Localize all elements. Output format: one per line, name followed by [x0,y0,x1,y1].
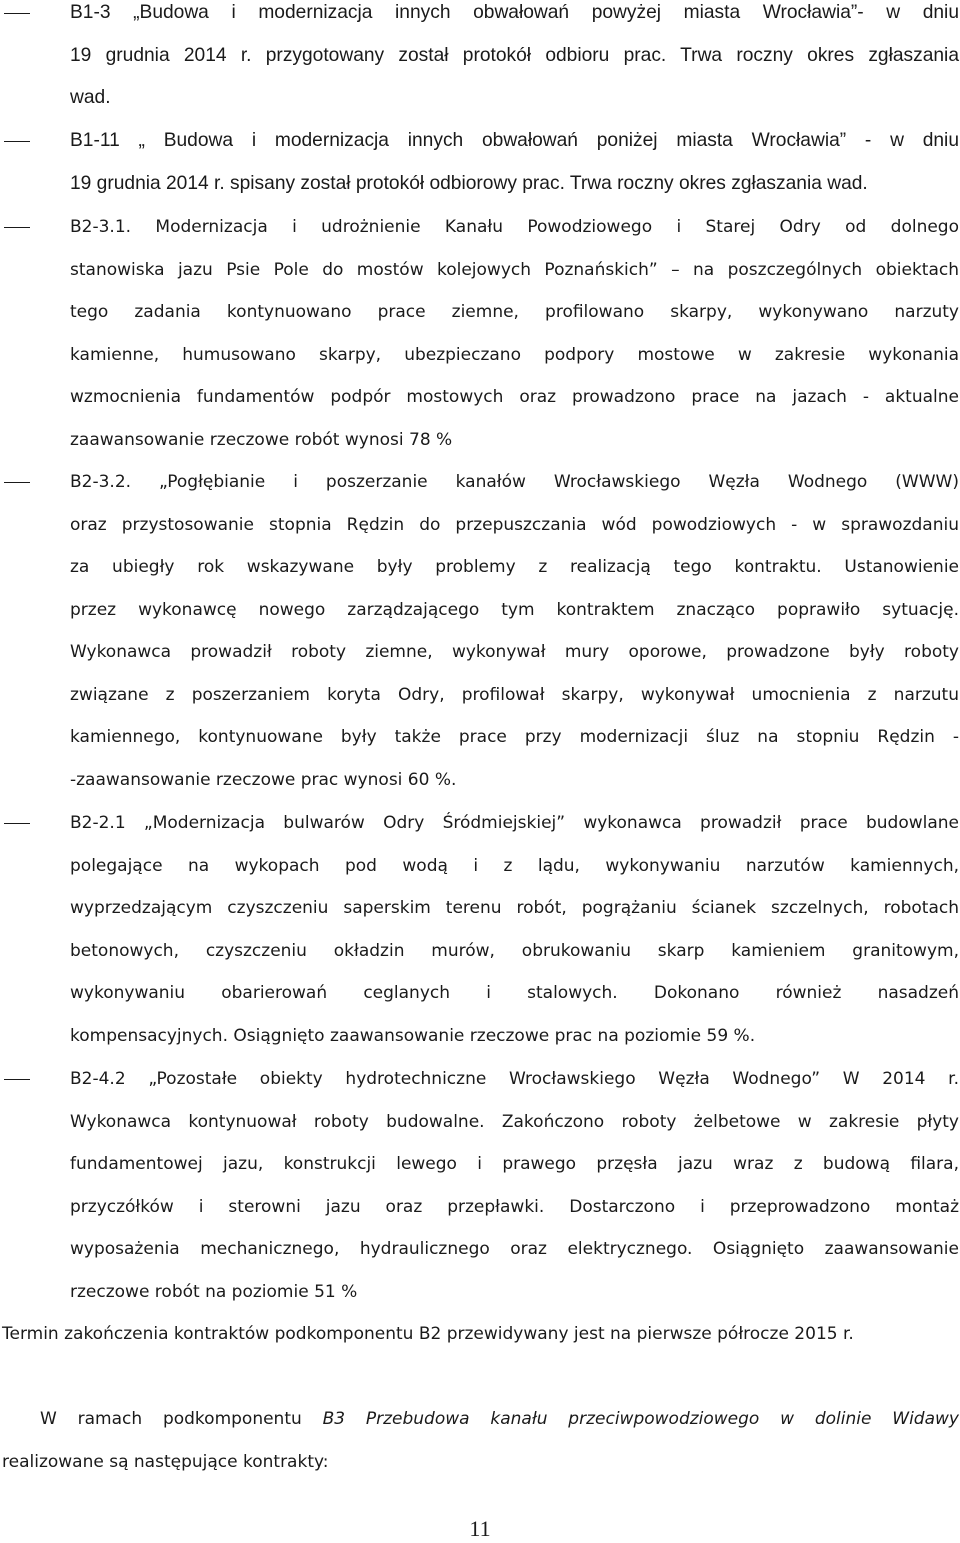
termin-paragraph [2,1313,958,1356]
item-text [70,0,959,120]
text-line: 19 grudnia 2014 r. przygotowany został protokół odbioru prac. Trwa roczny okres zgłaszania [70,44,959,66]
item-text [70,802,959,1057]
text-line: B2-2.1 „Modernizacja bulwarów Odry Śródmiejskiej” wykonawca prowadził prace budowlane [70,813,959,833]
text-line: -zaawansowanie rzeczowe prac wynosi 60 %. [70,769,457,790]
text-line: tego zadania kontynuowano prace ziemne, profilowano skarpy, wykonywano narzuty [70,302,959,322]
dash-bullet [4,13,30,14]
text-line: 19 grudnia 2014 r. spisany został protokół odbiorowy prac. Trwa roczny okres zgłaszania wad. [70,172,868,194]
text-line: wyposażenia mechanicznego, hydraulicznego oraz elektrycznego. Osiągnięto zaawansowanie [70,1239,959,1259]
text-line: związane z poszerzaniem koryta Odry, profilował skarpy, wykonywał umocnienia z narzutu [70,684,959,705]
text-line: Wykonawca kontynuował roboty budowalne. Zakończono roboty żelbetowe w zakresie płyty [70,1111,959,1132]
text-line: B2-3.1. Modernizacja i udrożnienie Kanału Powodziowego i Starej Odry od dolnego [70,217,959,237]
text-line: przez wykonawcę nowego zarządzającego tym kontraktem znacząco poprawiło sytuację. [70,599,959,620]
dash-bullet [4,823,30,824]
text-line: wykonywaniu obarierowań ceglanych i stalowych. Dokonano również nasadzeń [70,983,959,1003]
text-line: za ubiegły rok wskazywane były problemy z realizacją tego kontraktu. Ustanowienie [70,557,959,577]
dash-bullet [4,227,30,228]
text-line: wad. [70,87,111,108]
dash-bullet [4,141,30,142]
item-text [70,461,959,801]
text-line: kamiennego, kontynuowane były także prace przy modernizacji śluz na stopniu Rędzin - [70,727,959,747]
text-line: kompensacyjnych. Osiągnięto zaawansowanie rzeczowe prac na poziomie 59 %. [70,1025,756,1046]
text-line: B1-3 „Budowa i modernizacja innych obwałowań powyżej miasta Wrocławia”- w dniu [70,2,959,23]
text-line [2,1398,959,1441]
text-line: kamienne, humusowano skarpy, ubezpieczano podpory mostowe w zakresie wykonania [70,344,959,365]
item-text [70,1058,959,1313]
text-line: Wykonawca prowadził roboty ziemne, wykonywał mury oporowe, prowadzone były roboty [70,642,959,662]
text-line: wyprzedzającym czyszczeniu saperskim terenu robót, pogrążaniu ścianek szczelnych, robotach [70,898,959,918]
text-line: betonowych, czyszczeniu okładzin murów, obrukowaniu skarp kamieniem granitowym, [70,940,959,961]
text-line: fundamentowej jazu, konstrukcji lewego i prawego przęsła jazu wraz z budową filara, [70,1154,959,1174]
text-line: stanowiska jazu Psie Pole do mostów kolejowych Poznańskich” – na poszczególnych obiektach [70,259,959,280]
text-line: rzeczowe robót na poziomie 51 % [70,1281,358,1302]
b3-italic-title: B3 Przebudowa kanału przeciwpowodziowego w dolinie Widawy [322,1409,959,1429]
dash-bullet [4,482,30,483]
b3-prefix: W ramach podkomponentu [40,1409,323,1429]
text-line: Termin zakończenia kontraktów podkomponentu B2 przewidywany jest na pierwsze półrocze 2015 r. [2,1324,854,1344]
text-line: polegające na wykopach pod wodą i z lądu, wykonywaniu narzutów kamiennych, [70,855,959,876]
text-line: oraz przystosowanie stopnia Rędzin do przepuszczania wód powodziowych - w sprawozdaniu [70,514,959,535]
text-line: realizowane są następujące kontrakty: [2,1451,329,1472]
page-number: 11 [469,1516,491,1541]
text-line: wzmocnienia fundamentów podpór mostowych oraz prowadzono prace na jazach - aktualne [70,387,959,407]
text-line: B1-11 „ Budowa i modernizacja innych obwałowań poniżej miasta Wrocławia” - w dniu [70,130,959,151]
text-line: zaawansowanie rzeczowe robót wynosi 78 % [70,429,453,450]
b3-intro-paragraph [2,1398,959,1483]
item-text [70,206,959,461]
text-line: przyczółków i sterowni jazu oraz przepławki. Dostarczono i przeprowadzono montaż [70,1196,959,1217]
dash-bullet [4,1079,30,1080]
text-line: B2-3.2. „Pogłębianie i poszerzanie kanałów Wrocławskiego Węzła Wodnego (WWW) [70,472,959,492]
item-text [70,120,959,205]
text-line: B2-4.2 „Pozostałe obiekty hydrotechniczne Wrocławskiego Węzła Wodnego” W 2014 r. [70,1069,959,1089]
